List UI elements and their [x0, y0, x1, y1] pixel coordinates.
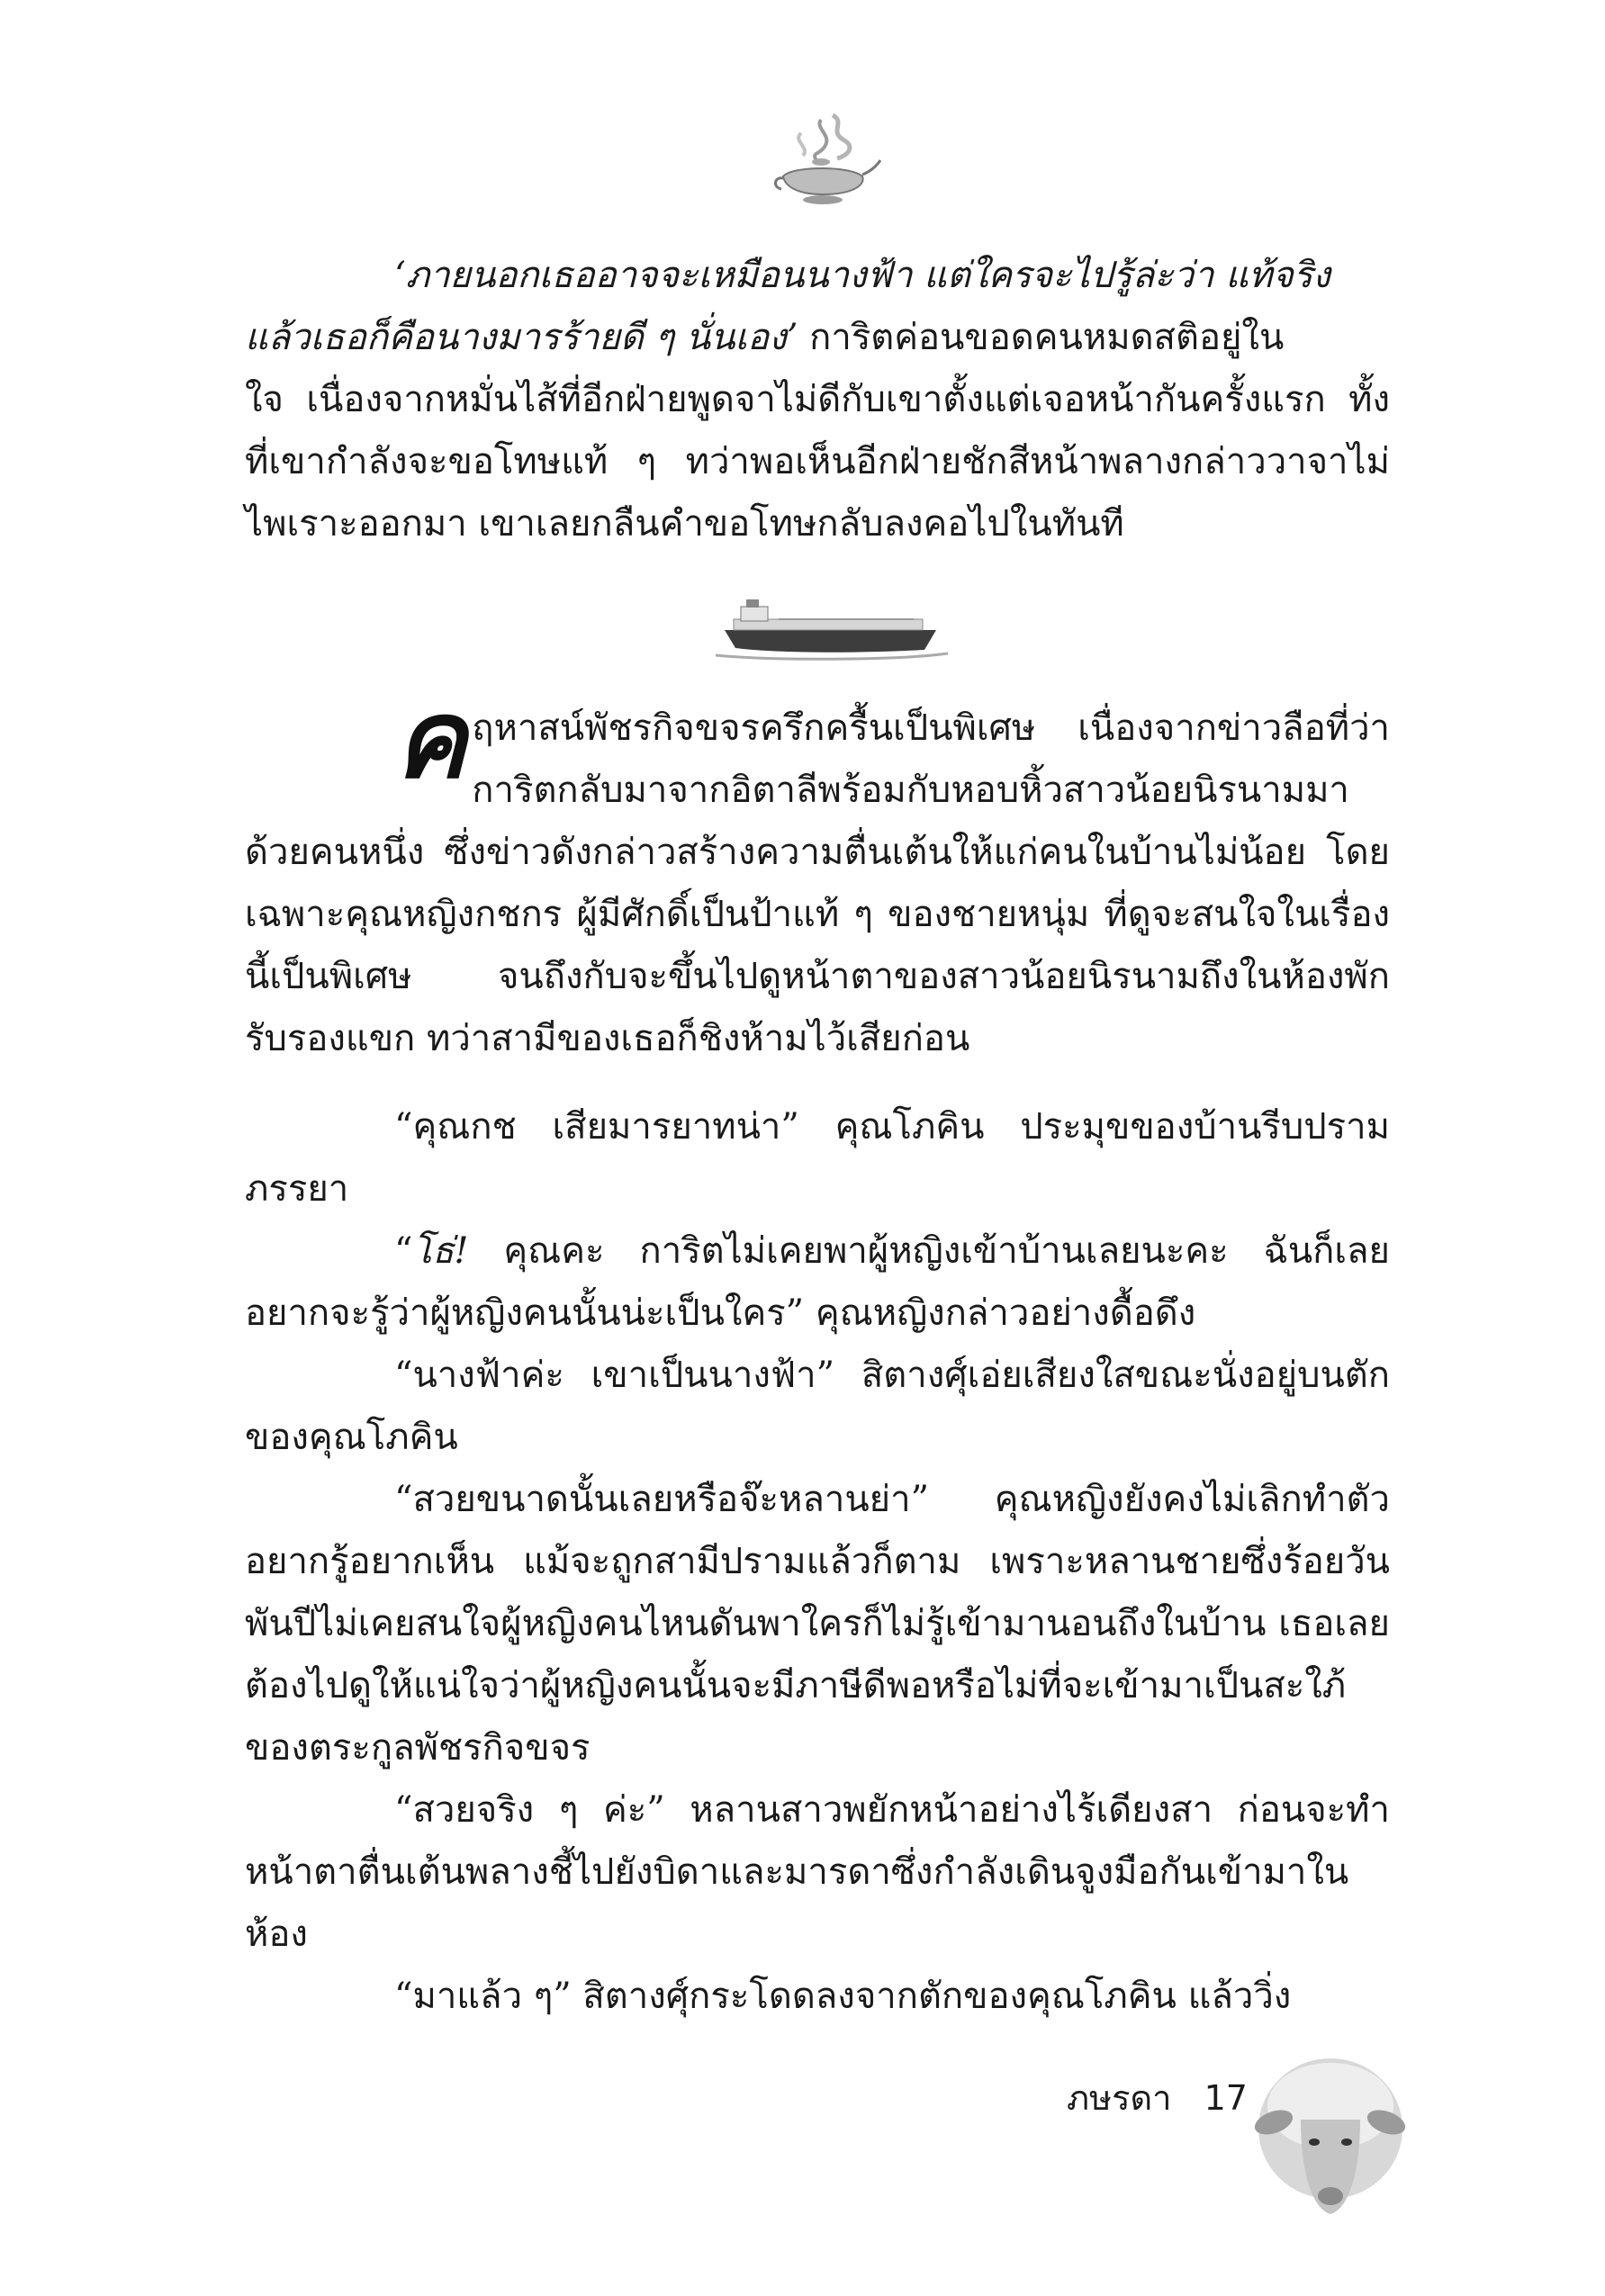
dialogue-5: “สวยจริง ๆ ค่ะ” หลานสาวพยักหน้าอย่างไร้เดียงสา ก่อนจะทำหน้าตาตื่นเต้นพลางชี้ไปยังบิดาและมารดาซึ่งกำลังเดินจูงมือกันเข้ามาในห้อง — [245, 1789, 1390, 1955]
genie-lamp-icon — [765, 106, 882, 223]
paragraph-2: ฤหาสน์พัชรกิจขจรครึกครื้นเป็นพิเศษ เนื่องจากข่าวลือที่ว่าการิตกลับมาจากอิตาลีพร้อมกับหอบหิ้วสาวน้อยนิรนามมาด้วยคนหนึ่ง ซึ่งข่าวดังกล่าวสร้างความตื่นเต้นให้แก่คนในบ้านไม่น้อย โดยเฉพาะคุณหญิงกชกร ผู้มีศักดิ์เป็นป้าแท้ ๆ ของชายหนุ่ม ที่ดูจะสนใจในเรื่องนี้เป็นพิเศษ จนถึงกับจะขึ้นไปดูหน้าตาของสาวน้อยนิรนามถึงในห้องพักรับรองแขก ทว่าสามีของเธอก็ชิงห้ามไว้เสียก่อน — [245, 707, 1390, 1059]
paragraph-1 — [245, 245, 1390, 307]
ship-icon — [716, 594, 950, 662]
dialogue-4: “สวยขนาดนั้นเลยหรือจ๊ะหลานย่า” คุณหญิงยังคงไม่เลิกทำตัวอยากรู้อยากเห็น แม้จะถูกสามีปรามแล้วก็ตาม เพราะหลานชายซึ่งร้อยวันพันปีไม่เคยสนใจผู้หญิงคนไหนดันพาใครก็ไม่รู้เข้ามานอนถึงในบ้าน เธอเลยต้องไปดูให้แน่ใจว่าผู้หญิงคนนั้นจะมีภาษีดีพอหรือไม่ที่จะเข้ามาเป็นสะใภ้ของตระกูลพัชรกิจขจร — [245, 1479, 1390, 1769]
passage-2 — [245, 678, 1390, 1070]
inner-thought-text: ‘ภายนอกเธออาจจะเหมือนนางฟ้า แต่ใครจะไปรู้ล่ะว่า แท้จริง — [394, 255, 1330, 296]
exclamation-text: โธ่! — [412, 1230, 469, 1272]
dialogue-6: “มาแล้ว ๆ” สิตางศุ์กระโดดลงจากตักของคุณโภคิน แล้ววิ่ง — [394, 1976, 1292, 2017]
passage-3 — [245, 1096, 1390, 2028]
dialogue-2 — [245, 1220, 1390, 1345]
dialogue-3: “นางฟ้าค่ะ เขาเป็นนางฟ้า” สิตางศุ์เอ่ยเสียงใสขณะนั่งอยู่บนตักของคุณโภคิน — [245, 1355, 1390, 1458]
page-number: 17 — [1204, 2078, 1248, 2118]
inner-thought-end: แล้วเธอก็คือนางมารร้ายดี ๆ นั่นเอง’ — [245, 317, 798, 358]
narration-text: การิตค่อนขอดคนหมดสติอยู่ใน — [798, 317, 1285, 358]
book-title: ภษรดา — [1067, 2078, 1172, 2118]
paragraph-1-cont — [245, 307, 1390, 369]
dialogue-2-rest: คุณคะ การิตไม่เคยพาผู้หญิงเข้าบ้านเลยนะคะ ฉันก็เลยอยากจะรู้ว่าผู้หญิงคนนั้นน่ะเป็นใคร” คุณหญิงกล่าวอย่างดื้อดึง — [245, 1230, 1390, 1334]
quote-open: “ — [394, 1230, 413, 1272]
passage-1 — [245, 245, 1390, 555]
dialogue-1: “คุณกช เสียมารยาทน่า” คุณโภคิน ประมุขของบ้านรีบปรามภรรยา — [245, 1106, 1390, 1210]
page-footer — [1067, 2070, 1269, 2125]
drop-cap: ค — [394, 678, 467, 803]
sheep-icon — [1251, 2043, 1409, 2223]
paragraph-1-rest: ใจ เนื่องจากหมั่นไส้ที่อีกฝ่ายพูดจาไม่ดีกับเขาตั้งแต่เจอหน้ากันครั้งแรก ทั้งที่เขากำลังจะขอโทษแท้ ๆ ทว่าพอเห็นอีกฝ่ายชักสีหน้าพลางกล่าววาจาไม่ไพเราะออกมา เขาเลยกลืนคำขอโทษกลับลงคอไปในทันที — [245, 379, 1390, 545]
